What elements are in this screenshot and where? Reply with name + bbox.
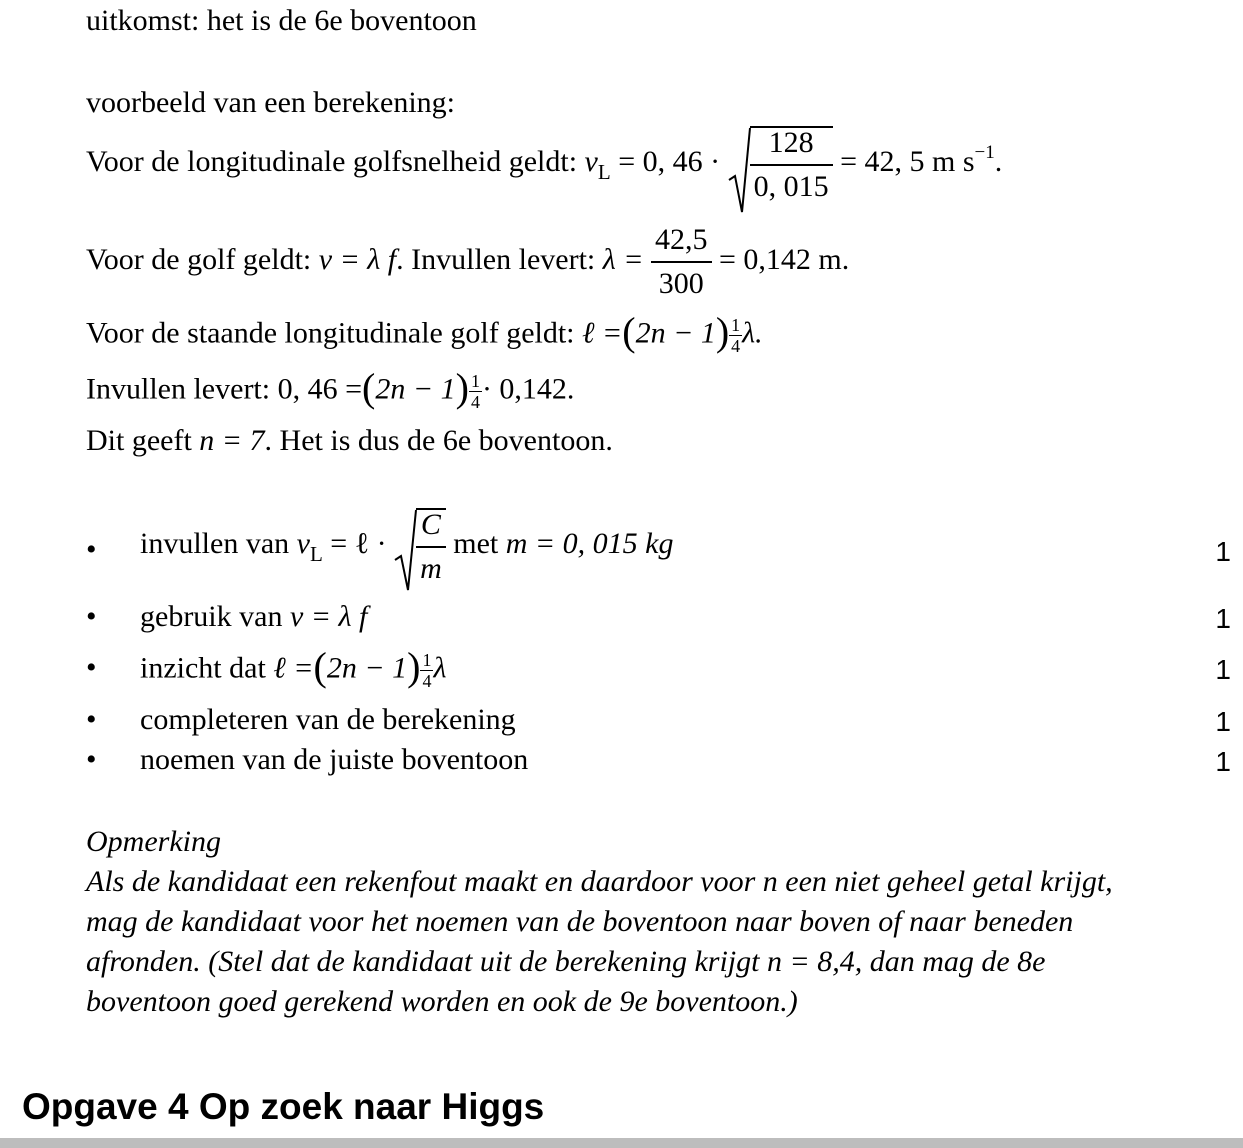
fraction-quarter: $\frac{1}{4}$ (470, 371, 480, 412)
criteria-bullet: • (86, 703, 97, 736)
symbol-v: v (584, 144, 598, 178)
calc-line-1: Voor de longitudinale golfsnelheid geldt: $v_L = 0$, 46 · $\frac{128}{0, 015}$ = 42, 5 m $s^{-1}$. (86, 126, 1002, 202)
radical-sign-icon (394, 508, 418, 594)
radical-sign-icon (728, 126, 752, 216)
criteria-item: gebruik van v = λ f (140, 600, 368, 633)
calc-line-3: Voor de staande longitudinale golf geldt: ℓ =(2n − 1) $\frac{1}{4}$ λ. (86, 309, 763, 356)
note-body: Als de kandidaat een rekenfout maakt en daardoor voor n een niet geheel getal krijgt, mag de kandidaat voor het noemen van de boventoon naar boven of naar beneden afronden. (Stel dat de kandidaat uit de berekening krijgt n = 8,4, dan mag de 8e boventoon goed gerekend worden en ook de 9e boventoon.) (86, 865, 1113, 1018)
points-value: 1 (1215, 603, 1231, 634)
fraction: $\frac{42,5}{300}$ (651, 225, 712, 299)
calc-line-2: Voor de golf geldt: v = λ f. Invullen levert: λ = $\frac{42,5}{300}$ = 0,142 m. (86, 223, 850, 300)
criteria-item: inzicht dat ℓ =(2n − 1) $\frac{1}{4}$ λ (140, 644, 447, 691)
criteria-bullet: • (86, 600, 97, 633)
note-block (86, 822, 1166, 1022)
points-value: 1 (1215, 706, 1231, 737)
example-heading: voorbeeld van een berekening: (86, 86, 456, 119)
result-line: uitkomst: het is de 6e boventoon (86, 4, 477, 37)
criteria-bullet: • (86, 533, 97, 566)
calc-line-5: Dit geeft n = 7. Het is dus de 6e boventoon. (86, 424, 613, 457)
calc-line-4: Invullen levert: 0, 46 =(2n − 1) $\frac{1}{4}$ · 0,142. (86, 365, 575, 412)
points-value: 1 (1215, 654, 1231, 685)
note-title: Opmerking (86, 825, 221, 858)
points-value: 1 (1215, 536, 1231, 567)
fraction: $\frac{C}{m}$ (416, 510, 446, 584)
section-heading: Opgave 4 Op zoek naar Higgs (22, 1086, 545, 1127)
points-value: 1 (1215, 746, 1231, 777)
criteria-item: noemen van de juiste boventoon (140, 743, 529, 776)
criteria-item: invullen van $v_L$ = ℓ · $\frac{C}{m}$ met m = 0, 015 kg (140, 508, 673, 584)
footer-bar (0, 1138, 1243, 1148)
criteria-bullet: • (86, 651, 97, 684)
fraction: $\frac{128}{0, 015}$ (750, 128, 833, 202)
criteria-item: completeren van de berekening (140, 703, 516, 736)
square-root (728, 126, 833, 202)
fraction-quarter: $\frac{1}{4}$ (731, 315, 741, 356)
square-root (394, 508, 446, 584)
criteria-bullet: • (86, 743, 97, 776)
fraction-quarter: $\frac{1}{4}$ (422, 650, 432, 691)
